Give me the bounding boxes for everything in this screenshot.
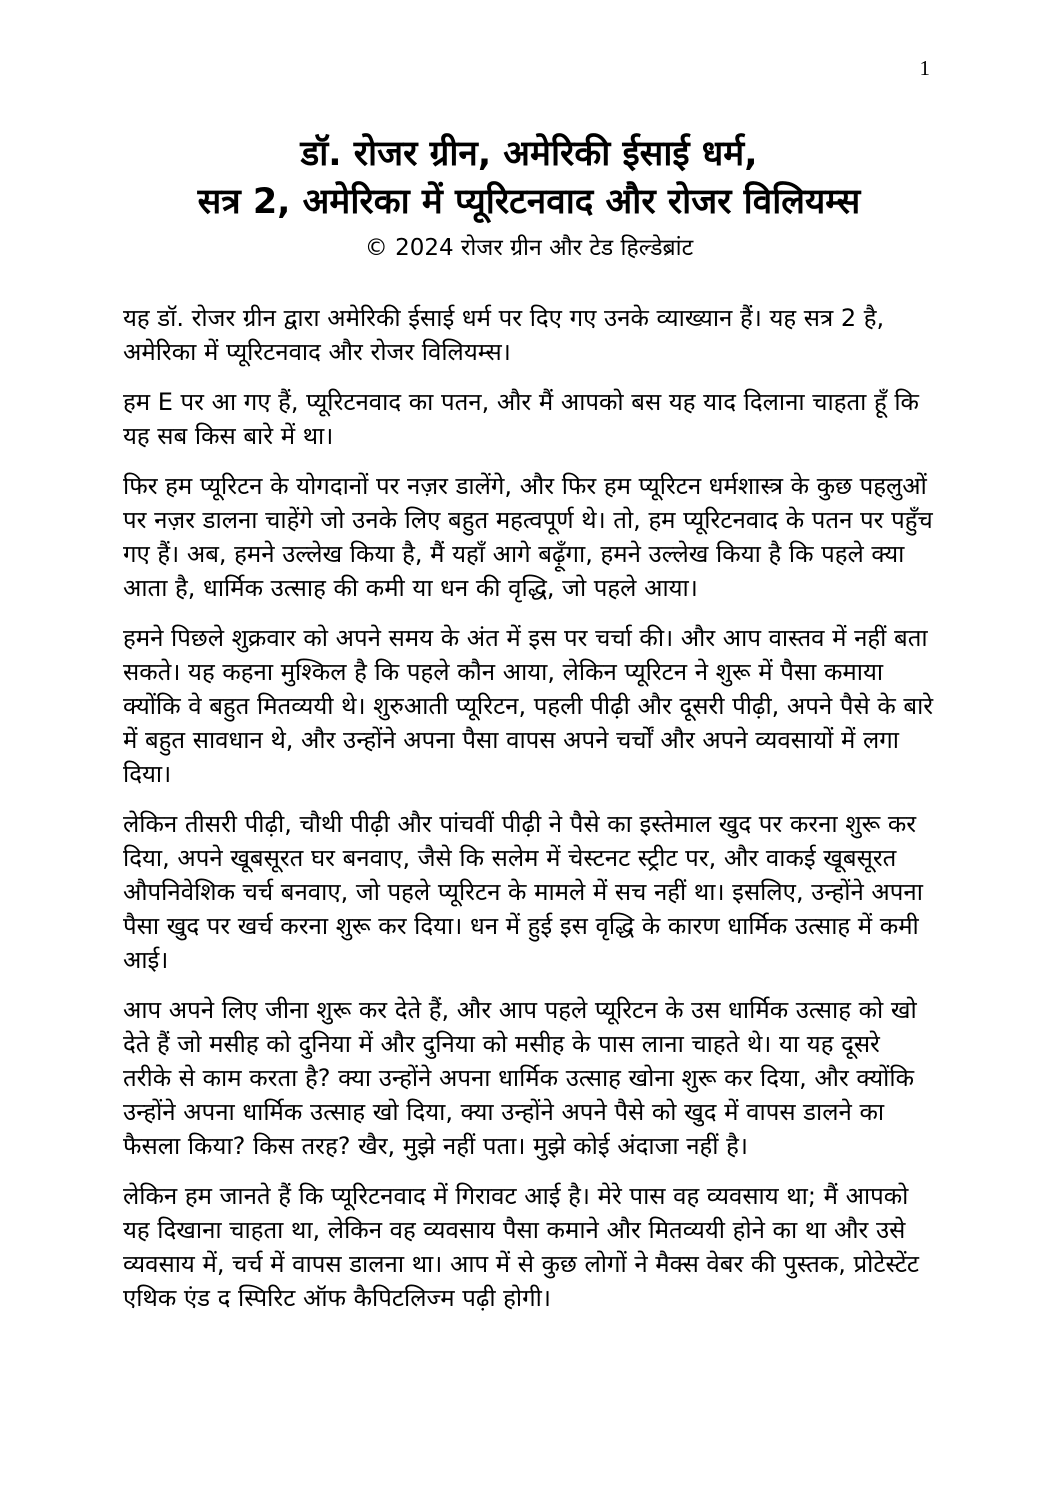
paragraph: फिर हम प्यूरिटन के योगदानों पर नज़र डालेंगे, और फिर हम प्यूरिटन धर्मशास्त्र के कुछ पहलुओं पर नज़र डालना चाहेंगे जो उनके लिए बहुत महत्वपूर्ण थे। तो, हम प्यूरिटनवाद के पतन पर पहुँच गए हैं। अब, हमने उल्लेख किया है, मैं यहाँ आगे बढ़ूँगा, हमने उल्लेख किया है कि पहले क्या आता है, धार्मिक उत्साह की कमी या धन की वृद्धि, जो पहले आया।	[123, 472, 933, 602]
paragraph: लेकिन तीसरी पीढ़ी, चौथी पीढ़ी और पांचवीं पीढ़ी ने पैसे का इस्तेमाल खुद पर करना शुरू कर दिया, अपने खूबसूरत घर बनवाए, जैसे कि सलेम में चेस्टनट स्ट्रीट पर, और वाकई खूबसूरत औपनिवेशिक चर्च बनवाए, जो पहले प्यूरिटन के मामले में सच नहीं था। इसलिए, उन्होंने अपना पैसा खुद पर खर्च करना शुरू कर दिया। धन में हुई इस वृद्धि के कारण धार्मिक उत्साह में कमी आई।	[123, 810, 923, 974]
paragraph: हम E पर आ गए हैं, प्यूरिटनवाद का पतन, और मैं आपको बस यह याद दिलाना चाहता हूँ कि यह सब किस बारे में था।	[123, 388, 919, 450]
page-number: 1	[919, 56, 930, 80]
paragraph: लेकिन हम जानते हैं कि प्यूरिटनवाद में गिरावट आई है। मेरे पास वह व्यवसाय था; मैं आपको यह दिखाना चाहता था, लेकिन वह व्यवसाय पैसा कमाने और मितव्ययी होने का था और उसे व्यवसाय में, चर्च में वापस डालना था। आप में से कुछ लोगों ने मैक्स वेबर की पुस्तक, प्रोटेस्टेंट एथिक एंड द स्पिरिट ऑफ कैपिटलिज्म पढ़ी होगी।	[123, 1182, 920, 1312]
paragraph: आप अपने लिए जीना शुरू कर देते हैं, और आप पहले प्यूरिटन के उस धार्मिक उत्साह को खो देते हैं जो मसीह को दुनिया में और दुनिया को मसीह के पास लाना चाहते थे। या यह दूसरे तरीके से काम करता है? क्या उन्होंने अपना धार्मिक उत्साह खोना शुरू कर दिया, और क्योंकि उन्होंने अपना धार्मिक उत्साह खो दिया, क्या उन्होंने अपने पैसे को खुद में वापस डालने का फैसला किया? किस तरह? खैर, मुझे नहीं पता। मुझे कोई अंदाजा नहीं है।	[123, 996, 917, 1160]
copyright-line: © 2024 रोजर ग्रीन और टेड हिल्डेब्रांट	[364, 235, 694, 261]
document-body	[123, 301, 935, 1315]
document-title	[123, 130, 935, 226]
paragraph: यह डॉ. रोजर ग्रीन द्वारा अमेरिकी ईसाई धर्म पर दिए गए उनके व्याख्यान हैं। यह सत्र 2 है, अमेरिका में प्यूरिटनवाद और रोजर विलियम्स।	[123, 304, 885, 366]
title-line-2: सत्र 2, अमेरिका में प्यूरिटनवाद और रोजर विलियम्स	[197, 182, 861, 222]
paragraph: हमने पिछले शुक्रवार को अपने समय के अंत में इस पर चर्चा की। और आप वास्तव में नहीं बता सकते। यह कहना मुश्किल है कि पहले कौन आया, लेकिन प्यूरिटन ने शुरू में पैसा कमाया क्योंकि वे बहुत मितव्ययी थे। शुरुआती प्यूरिटन, पहली पीढ़ी और दूसरी पीढ़ी, अपने पैसे के बारे में बहुत सावधान थे, और उन्होंने अपना पैसा वापस अपने चर्चों और अपने व्यवसायों में लगा दिया।	[123, 624, 934, 788]
title-line-1: डॉ. रोजर ग्रीन, अमेरिकी ईसाई धर्म,	[300, 134, 758, 174]
document-header	[123, 0, 935, 263]
